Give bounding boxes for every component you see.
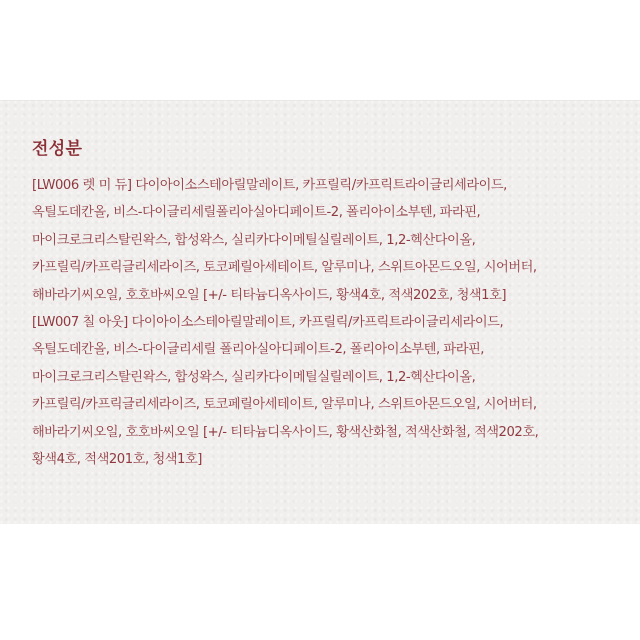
ingredient-line-8: 마이크로크리스탈린왁스, 합성왁스, 실리카다이메틸실릴레이트, 1,2-헥산다이올, (32, 369, 476, 385)
ingredient-line-6: [LW007 칠 아웃] 다이아이소스테아릴말레이트, 카프릴릭/카프릭트라이글리세라이드, (32, 314, 504, 330)
ingredient-line-9: 카프릴릭/카프릭글리세라이즈, 토코페릴아세테이트, 알루미나, 스위트아몬드오일, 시어버터, (32, 397, 537, 413)
ingredient-line-7: 옥틸도데칸올, 비스-다이글리세릴 폴리아실아디페이트-2, 폴리아이소부텐, 파라핀, (32, 342, 485, 358)
ingredient-line-2: 옥틸도데칸올, 비스-다이글리세릴폴리아실아디페이트-2, 폴리아이소부텐, 파라핀, (32, 205, 481, 221)
ingredient-line-10: 해바라기씨오일, 호호바씨오일 [+/- 티타늄디옥사이드, 황색산화철, 적색산화철, 적색202호, (32, 424, 539, 440)
ingredient-line-3: 마이크로크리스탈린왁스, 합성왁스, 실리카다이메틸실릴레이트, 1,2-헥산다이올, (32, 232, 476, 248)
ingredient-line-5: 해바라기씨오일, 호호바씨오일 [+/- 티타늄디옥사이드, 황색4호, 적색202호, 청색1호] (32, 287, 507, 303)
ingredients-title: 전성분 (32, 139, 83, 159)
ingredient-line-1: [LW006 렛 미 듀] 다이아이소스테아릴말레이트, 카프릴릭/카프릭트라이글리세라이드, (32, 178, 507, 193)
ingredient-line-11: 황색4호, 적색201호, 청색1호] (32, 451, 202, 467)
ingredient-line-4: 카프릴릭/카프릭글리세라이즈, 토코페릴아세테이트, 알루미나, 스위트아몬드오일, 시어버터, (32, 260, 537, 276)
ingredients-text (32, 172, 632, 473)
ingredients-card (0, 100, 640, 524)
